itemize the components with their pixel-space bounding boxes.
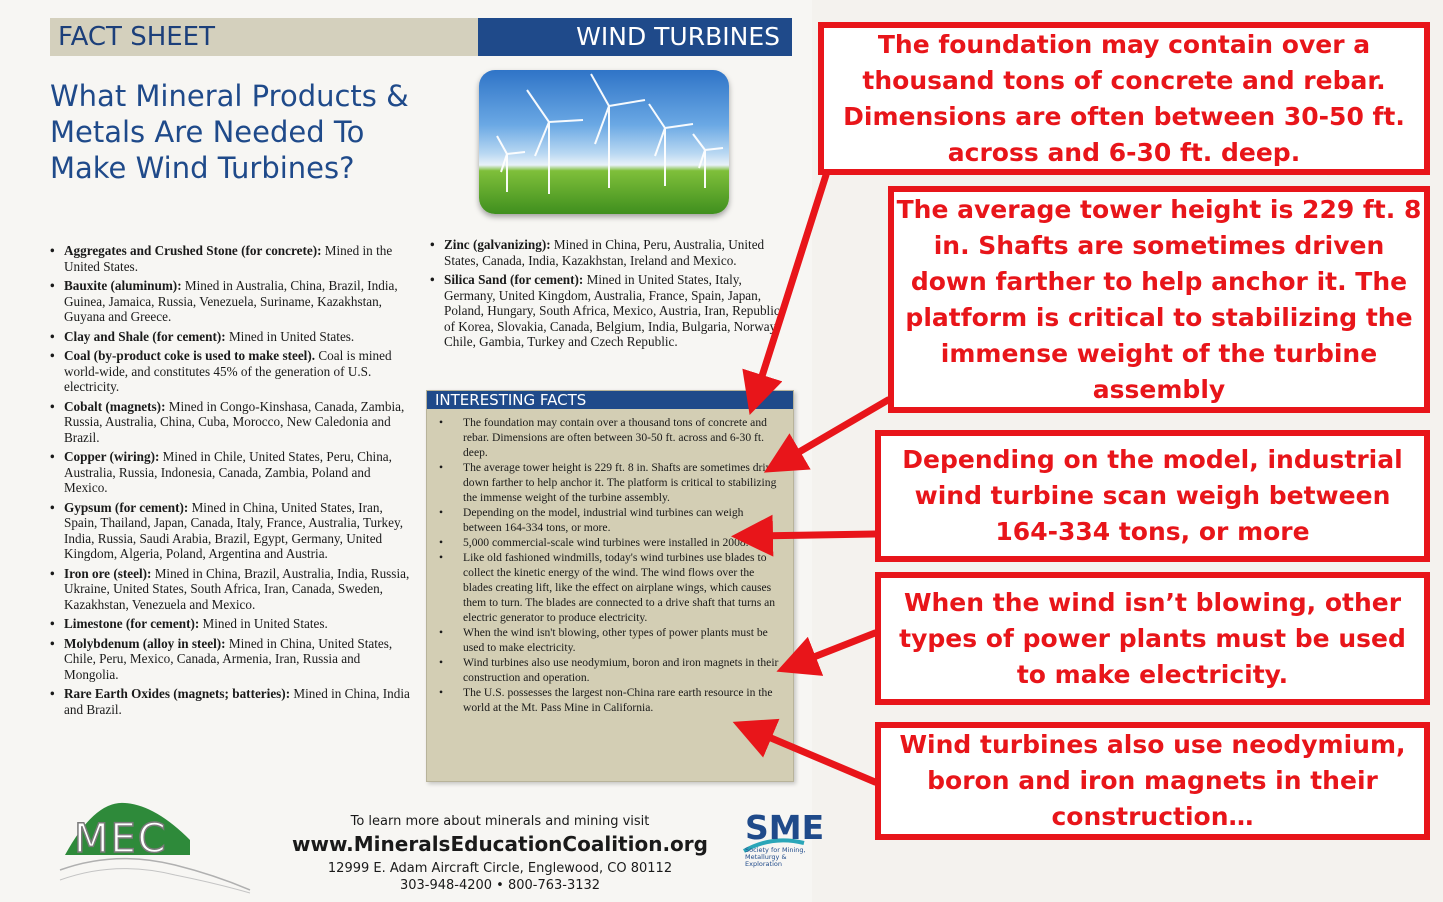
callout-no-wind-text: When the wind isn’t blowing, other types of power plants must be used to make electricity. (899, 587, 1406, 689)
footer-url-link[interactable]: www.MineralsEducationCoalition.org (292, 832, 708, 856)
footer-learn-more: To learn more about minerals and mining visit (350, 814, 650, 829)
list-item: • Cobalt (magnets): Mined in Congo-Kinshasa, Canada, Zambia, Russia, Australia, China, Cuba, Morocco, New Caledonia and Brazil. (50, 399, 410, 446)
arrow-magnets (752, 730, 875, 782)
callout-foundation (818, 22, 1430, 175)
arrow-tower (782, 400, 888, 462)
callout-magnets (875, 722, 1430, 840)
list-item: • Zinc (galvanizing): Mined in China, Peru, Australia, United States, Canada, India, Kazakhstan, Ireland and Mexico. (430, 237, 790, 268)
list-item: • Iron ore (steel): Mined in China, Brazil, Australia, India, Russia, Ukraine, United States, South Africa, Iran, Canada, Sweden, Kazakhstan, Venezuela and Mexico. (50, 566, 410, 613)
header-right-label: WIND TURBINES (576, 22, 780, 51)
list-item: • Copper (wiring): Mined in Chile, United States, Peru, China, Australia, Russia, Indonesia, Canada, Zambia, Poland and Mexico. (50, 449, 410, 496)
list-item: • Aggregates and Crushed Stone (for concrete): Mined in the United States. (50, 243, 410, 274)
list-item: • Coal (by-product coke is used to make steel). Coal is mined world-wide, and constitutes 45% of the generation of U.S. electricity. (50, 348, 410, 395)
fact-item: • Like old fashioned windmills, today's wind turbines use blades to collect the kinetic energy of the wind. The wind flows over the blades creating lift, like the effect on airplane wings, which causes them to turn. The blades are connected to a drive shaft that turns an electric generator to produce electricity. (463, 550, 783, 625)
callout-foundation-text: The foundation may contain over a thousand tons of concrete and rebar. Dimensions are often between 30-50 ft. across and 6-30 ft. deep. (843, 29, 1405, 167)
fact-item: • Wind turbines also use neodymium, boron and iron magnets in their construction and operation. (463, 655, 783, 685)
list-item: • Limestone (for cement): Mined in United States. (50, 616, 410, 632)
callout-tower-text: The average tower height is 229 ft. 8 in. Shafts are sometimes driven down farther to help anchor it. The platform is critical to stabilizing the immense weight of the turbine assembly (896, 194, 1422, 404)
fact-item: • 5,000 commercial-scale wind turbines were installed in 2008. (463, 535, 783, 550)
fact-item: • Depending on the model, industrial wind turbines can weigh between 164-334 tons, or more. (463, 505, 783, 535)
list-item: • Silica Sand (for cement): Mined in United States, Italy, Germany, United Kingdom, Australia, France, Spain, Japan, Poland, Hungary, South Africa, Mexico, Austria, Iran, Republic of Korea, Slovakia, Canada, Belgium, India, Bulgaria, Norway, Chile, Gambia, Turkey and Czech Republic. (430, 272, 790, 350)
list-item: • Clay and Shale (for cement): Mined in United States. (50, 329, 410, 345)
fact-item: • The foundation may contain over a thousand tons of concrete and rebar. Dimensions are often between 30-50 ft. across and 6-30 ft. deep. (463, 415, 783, 460)
callout-magnets-text: Wind turbines also use neodymium, boron and iron magnets in their construction… (899, 730, 1406, 831)
facts-heading: INTERESTING FACTS (427, 391, 793, 409)
callout-tower-height (888, 186, 1430, 413)
fact-item: • The U.S. possesses the largest non-China rare earth resource in the world at the Mt. Pass Mine in California. (463, 685, 783, 715)
callout-turbine-weight (875, 430, 1430, 562)
sme-logo-text: SME (745, 808, 825, 847)
list-item: • Bauxite (aluminum): Mined in Australia, China, Brazil, India, Guinea, Jamaica, Russia, Venezuela, Suriname, Kazakhstan, Guyana and Greece. (50, 278, 410, 325)
sme-logo-subtitle: Society for Mining, Metallurgy & Exploration (745, 846, 806, 868)
header-left-label: FACT SHEET (58, 22, 215, 52)
list-item: • Molybdenum (alloy in steel): Mined in China, United States, Chile, Peru, Mexico, Canada, Armenia, Iran, Russia and Mongolia. (50, 636, 410, 683)
callout-no-wind (875, 572, 1430, 705)
callout-weight-text: Depending on the model, industrial wind turbine scan weigh between 164-334 tons, or more (902, 445, 1403, 546)
arrow-foundation (756, 175, 826, 395)
list-item: • Rare Earth Oxides (magnets; batteries): Mined in China, India and Brazil. (50, 686, 410, 717)
fact-item: • The average tower height is 229 ft. 8 in. Shafts are sometimes driven down farther to help anchor it. The platform is critical to stabilizing the immense weight of the turbine assembly. (463, 460, 783, 505)
footer-address: 12999 E. Adam Aircraft Circle, Englewood, CO 80112 (327, 861, 673, 876)
arrow-no-wind (796, 633, 875, 664)
fact-item: • When the wind isn't blowing, other types of power plants must be used to make electricity. (463, 625, 783, 655)
list-item: • Gypsum (for cement): Mined in China, United States, Iran, Spain, Thailand, Japan, Canada, Italy, France, Australia, Turkey, India, Russia, Saudi Arabia, Brazil, Egypt, Germany, United Kingdom, Algeria, Poland, Argentina and Austria. (50, 500, 410, 562)
footer-phones: 303-948-4200 • 800-763-3132 (399, 878, 601, 893)
page-title: What Mineral Products & Metals Are Needed To Make Wind Turbines? (50, 79, 409, 185)
arrow-weight (752, 534, 875, 536)
mec-logo-text: MEC (74, 816, 168, 862)
